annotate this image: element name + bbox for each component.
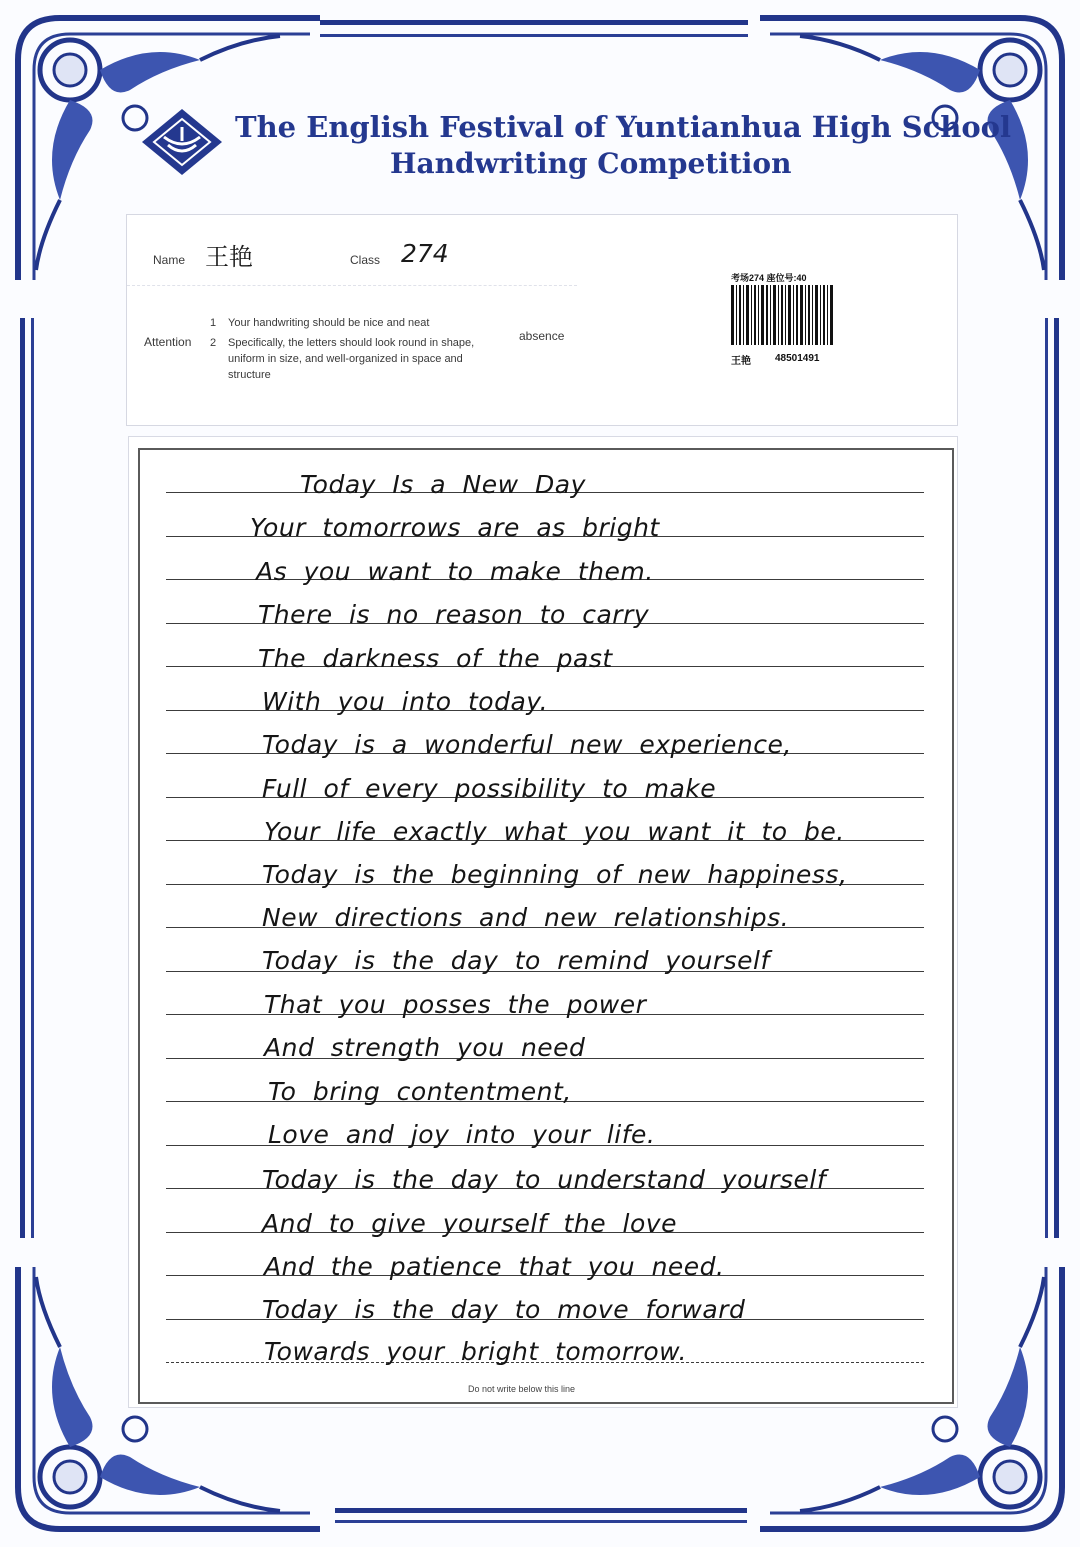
poem-line: Love and joy into your life. xyxy=(268,1120,656,1149)
left-border-bar-inner xyxy=(31,318,34,1238)
poem-line: Your tomorrows are as bright xyxy=(250,513,660,542)
barcode-number: 48501491 xyxy=(775,353,820,364)
poem-line: That you posses the power xyxy=(264,990,647,1019)
poem-title: Today Is a New Day xyxy=(300,470,586,499)
poem-line: Today is the day to remind yourself xyxy=(262,946,770,975)
poem-line: And to give yourself the love xyxy=(262,1209,677,1238)
barcode-seat-info: 考场274 座位号:40 xyxy=(731,273,807,283)
attention-item: 2 Specifically, the letters should look round in shape, uniform in size, and well-organized in space and structure xyxy=(210,337,475,381)
info-divider xyxy=(127,285,577,286)
poem-line: Today is the day to move forward xyxy=(262,1295,746,1324)
school-logo-icon xyxy=(140,107,224,177)
page-subtitle: Handwriting Competition xyxy=(390,147,792,180)
bottom-border-bar-inner xyxy=(335,1520,747,1523)
poem-line: Today is the day to understand yourself xyxy=(262,1165,827,1194)
footer-note: Do not write below this line xyxy=(468,1384,576,1394)
left-border-bar xyxy=(20,318,25,1238)
poem-line: As you want to make them. xyxy=(256,557,654,586)
attention-label: Attention xyxy=(144,335,192,349)
poem-line: To bring contentment, xyxy=(268,1077,572,1106)
bottom-border-bar xyxy=(335,1508,747,1513)
absence-label: absence xyxy=(519,329,565,343)
poem-line: There is no reason to carry xyxy=(258,600,650,629)
page-title: The English Festival of Yuntianhua High School xyxy=(235,110,1012,144)
student-info-box xyxy=(126,214,958,426)
poem-line: Towards your bright tomorrow. xyxy=(264,1337,687,1366)
poem-line: New directions and new relationships. xyxy=(262,903,790,932)
barcode-image xyxy=(731,285,835,323)
poem-line: Today is the beginning of new happiness, xyxy=(262,860,848,889)
header xyxy=(140,105,1012,195)
attention-list xyxy=(210,315,490,383)
attention-item: 1 Your handwriting should be nice and neat xyxy=(210,317,430,329)
class-value: 274 xyxy=(401,239,449,268)
barcode-name: 王艳 xyxy=(731,356,751,367)
right-border-bar-inner xyxy=(1045,318,1048,1238)
poem-line: The darkness of the past xyxy=(258,644,613,673)
poem-line: With you into today. xyxy=(262,687,549,716)
name-value: 王艳 xyxy=(205,243,253,271)
top-border-bar xyxy=(320,20,748,25)
name-label: Name xyxy=(153,253,186,267)
poem-line: Your life exactly what you want it to be. xyxy=(264,817,845,846)
poem-line: And the patience that you need. xyxy=(264,1252,725,1281)
top-border-bar-inner xyxy=(320,34,748,37)
poem-line: And strength you need xyxy=(264,1033,586,1062)
poem-line: Full of every possibility to make xyxy=(262,774,717,803)
poem-line: Today is a wonderful new experience, xyxy=(262,730,792,759)
right-border-bar xyxy=(1054,318,1059,1238)
class-label: Class xyxy=(350,253,381,267)
